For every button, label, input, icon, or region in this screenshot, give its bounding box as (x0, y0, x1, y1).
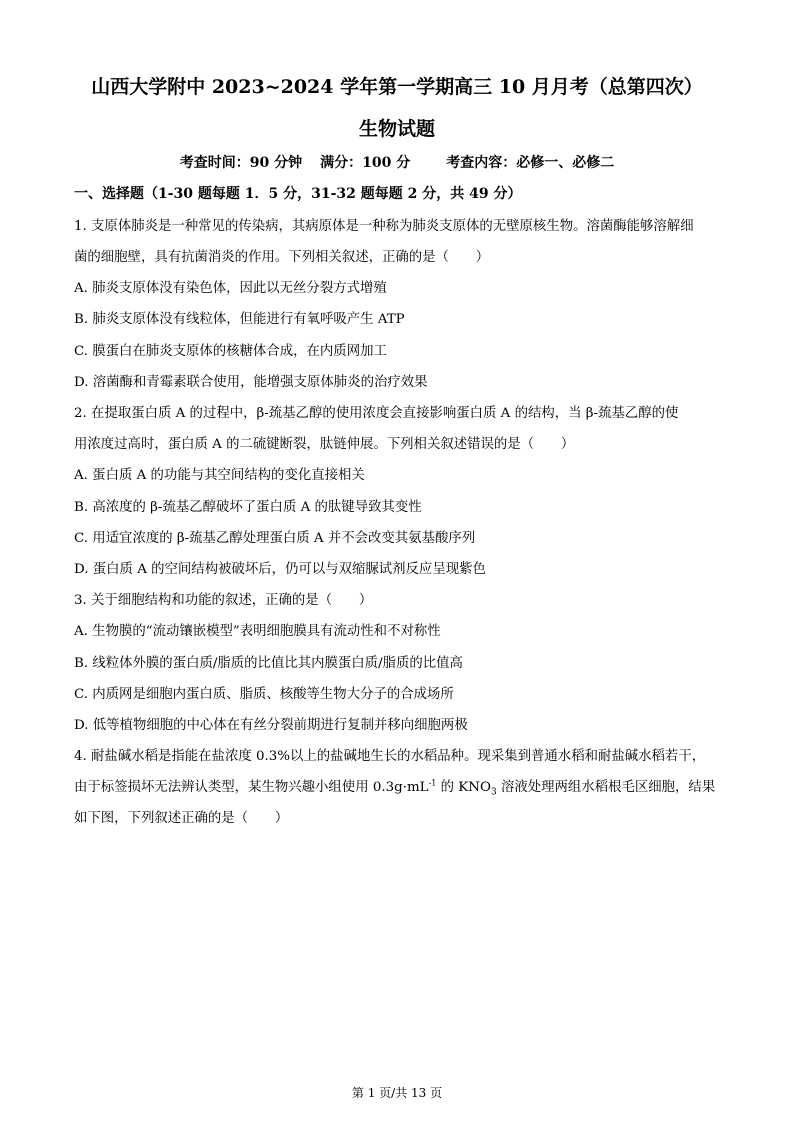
subject-title: 生物试题 (358, 118, 435, 140)
question-2-option-a: A. 蛋白质 A 的功能与其空间结构的变化直接相关 (74, 468, 365, 483)
question-3-stem-line-1: 3. 关于细胞结构和功能的叙述，正确的是（ ） (74, 593, 373, 608)
exam-info (0, 152, 794, 172)
question-3-option-d: D. 低等植物细胞的中心体在有丝分裂前期进行复制并移向细胞两极 (74, 718, 468, 733)
question-1-option-d: D. 溶菌酶和青霉素联合使用，能增强支原体肺炎的治疗效果 (74, 375, 428, 390)
exam-time: 考查时间：90 分钟 (179, 155, 303, 171)
question-2-stem-line-1: 2. 在提取蛋白质 A 的过程中，β-巯基乙醇的使用浓度会直接影响蛋白质 A 的结构，当 β-巯基乙醇的使 (74, 406, 679, 421)
exam-content: 考查内容：必修一、必修二 (446, 155, 615, 171)
question-2-stem-line-2: 用浓度过高时，蛋白质 A 的二硫键断裂，肽链伸展。下列相关叙述错误的是（ ） (74, 437, 575, 452)
question-4-stem-line-2 (74, 776, 716, 798)
full-score: 满分：100 分 (320, 155, 411, 171)
formula-subscript: 3 (490, 787, 497, 798)
question-2-option-b: B. 高浓度的 β-巯基乙醇破坏了蛋白质 A 的肽键导致其变性 (74, 500, 422, 515)
question-4-stem-line-3: 如下图，下列叙述正确的是（ ） (74, 811, 289, 826)
question-4-line-2-part-c: 溶液处理两组水稻根毛区细胞，结果 (496, 780, 716, 795)
question-4-stem-line-1: 4. 耐盐碱水稻是指能在盐浓度 0.3%以上的盐碱地生长的水稻品种。现采集到普通水稻和耐盐碱水稻若干， (74, 749, 706, 764)
question-1-option-a: A. 肺炎支原体没有染色体，因此以无丝分裂方式增殖 (74, 281, 387, 296)
unit-superscript: -1 (428, 778, 437, 788)
page-title: 山西大学附中 2023~2024 学年第一学期高三 10 月月考（总第四次） (91, 76, 703, 98)
question-1-stem-line-2: 菌的细胞壁，具有抗菌消炎的作用。下列相关叙述，正确的是（ ） (74, 250, 490, 265)
question-4-line-2-part-b: 的 KNO (436, 780, 491, 795)
question-3-option-a: A. 生物膜的“流动镶嵌模型”表明细胞膜具有流动性和不对称性 (74, 624, 441, 639)
question-1-option-b: B. 肺炎支原体没有线粒体，但能进行有氧呼吸产生 ATP (74, 312, 405, 327)
question-1-option-c: C. 膜蛋白在肺炎支原体的核糖体合成，在内质网加工 (74, 344, 387, 359)
question-3-option-b: B. 线粒体外膜的蛋白质/脂质的比值比其内膜蛋白质/脂质的比值高 (74, 656, 463, 671)
section-heading: 一、选择题（1-30 题每题 1．5 分，31-32 题每题 2 分，共 49 分） (74, 186, 522, 202)
question-2-option-c: C. 用适宜浓度的 β-巯基乙醇处理蛋白质 A 并不会改变其氨基酸序列 (74, 531, 476, 546)
question-1-stem-line-1: 1. 支原体肺炎是一种常见的传染病，其病原体是一种称为肺炎支原体的无壁原核生物。溶菌酶能够溶解细 (74, 219, 694, 234)
question-4-line-2-part-a: 由于标签损坏无法辨认类型，某生物兴趣小组使用 0.3g·mL (74, 780, 429, 795)
question-3-option-c: C. 内质网是细胞内蛋白质、脂质、核酸等生物大分子的合成场所 (74, 687, 454, 702)
question-2-option-d: D. 蛋白质 A 的空间结构被破坏后，仍可以与双缩脲试剂反应呈现紫色 (74, 562, 486, 577)
page-number: 第 1 页/共 13 页 (351, 1086, 443, 1100)
